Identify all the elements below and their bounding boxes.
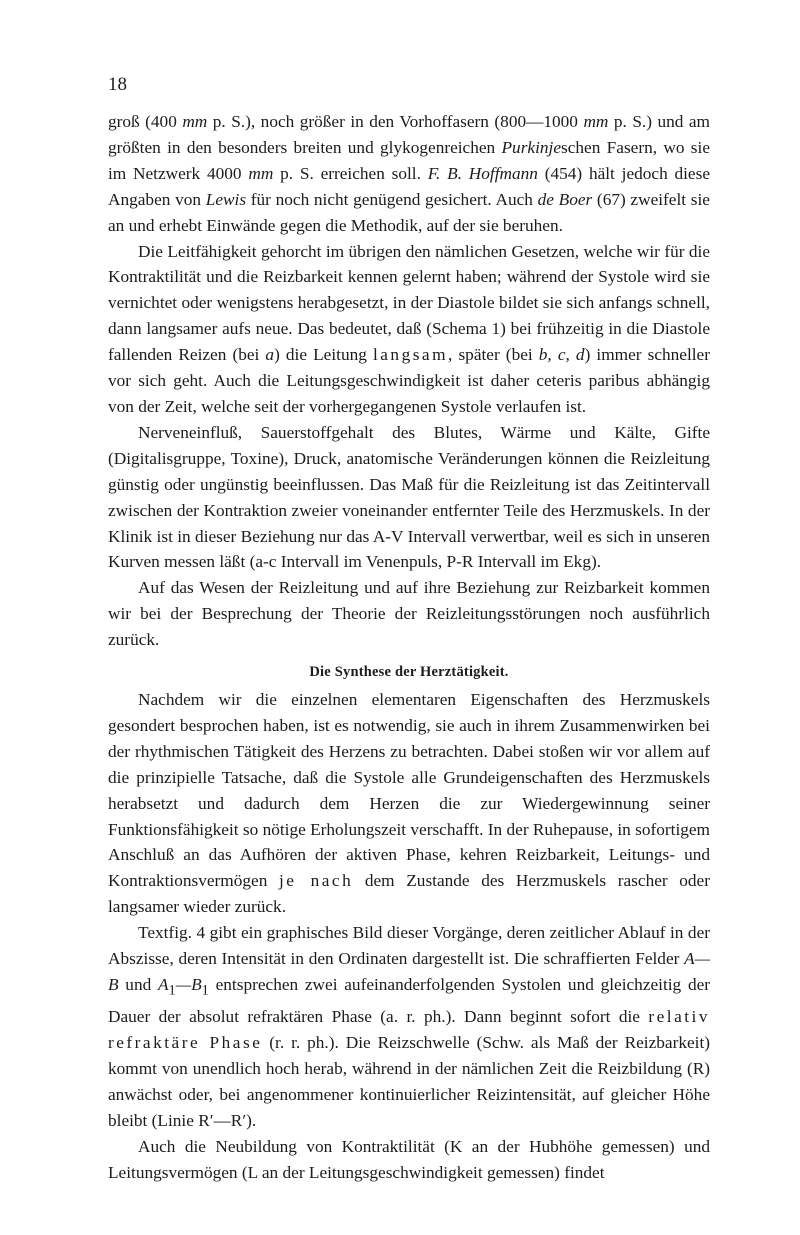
variable: A — [157, 975, 169, 994]
author-name: Purkinje — [501, 137, 562, 157]
page-number: 18 — [108, 74, 127, 95]
emphasis: langsam — [372, 345, 449, 365]
body-text — [108, 109, 710, 1186]
text-run: groß (400 — [108, 112, 183, 131]
author-name: Lewis — [205, 189, 247, 209]
variable: a — [265, 345, 275, 365]
unit: mm — [248, 163, 274, 183]
paragraph-4: Auf das Wesen der Reizleitung und auf ihre Beziehung zur Reizbarkeit kommen wir bei der Besprechung der Theorie der Reizleitungsstörungen noch ausführlich zurück. — [108, 578, 710, 650]
subscript: 1 — [201, 982, 209, 999]
text-run: Die Leitfähigkeit gehorcht im übrigen den nämlichen Gesetzen, welche wir für die Kontraktilität und die Reizbarkeit kennen gelernt haben; während der Systole wird sie vernichtet oder wenigstens herabgesetzt, in der Diastole bildet sie sich anfangs schnell, dann langsamer aufs neue. Das bedeutet, daß (Schema 1) bei frühzeitig in die Diastole fallenden Reizen (bei — [108, 241, 710, 365]
text-run: (r. r. ph.). Die Reizschwelle (Schw. als Maß der Reizbarkeit) kommt von unendlich hoch herab, während in der nämlichen Zeit die Reizbildung (R) anwächst oder, bei angenommener kontinuierlicher Reizintensität, auf gleicher Höhe bleibt (Linie R′—R′). — [108, 1033, 711, 1130]
paragraph-1 — [108, 109, 710, 239]
text-run: dem Zustande des Herzmuskels rascher oder langsamer wieder zurück. — [108, 871, 710, 917]
text-run: ) immer schneller vor sich geht. Auch die Leitungsgeschwindigkeit ist daher ceteris paribus abhängig von der Zeit, welche seit der vorhergegangenen Systole verlaufen ist. — [108, 345, 710, 416]
paragraph-3: Nerveneinfluß, Sauerstoffgehalt des Blutes, Wärme und Kälte, Gifte (Digitalisgruppe, Toxine), Druck, anatomische Veränderungen können die Reizleitung günstig oder ungünstig beeinflussen. Das Maß für die Reizleitung ist das Zeitintervall zwischen der Kontraktion zweier voneinander entfernter Teile des Herzmuskels. In der Klinik ist in dieser Beziehung nur das A-V Intervall verwertbar, weil es sich in unseren Kurven messen läßt (a-c Intervall im Venenpuls, P-R Intervall im Ekg). — [108, 422, 710, 572]
text-run: p. S.), noch größer in den Vorhoffasern (800—1000 — [207, 112, 584, 131]
paragraph-5 — [108, 687, 710, 920]
unit: mm — [583, 112, 609, 131]
paragraph-7: Auch die Neubildung von Kontraktilität (K an der Hubhöhe gemessen) und Leitungsvermögen (L an der Leitungsgeschwindigkeit gemessen) findet — [108, 1136, 710, 1182]
text-run: Textfig. 4 gibt ein graphisches Bild dieser Vorgänge, deren zeitlicher Ablauf in der Abszisse, deren Intensität in den Ordinaten dargestellt ist. Die schraffierten Felder — [108, 923, 710, 969]
author-name: de Boer — [537, 189, 593, 209]
variable: —B — [175, 975, 202, 994]
text-run: (454) hält jedoch diese Angaben von — [108, 163, 711, 209]
variable: A—B — [108, 949, 710, 994]
paragraph-6 — [108, 920, 710, 1134]
text-run: (67) zweifelt sie an und erhebt Einwände gegen die Methodik, auf der sie beruhen. — [108, 189, 710, 235]
unit: mm — [182, 112, 208, 131]
text-run: p. S. erreichen soll. — [273, 163, 428, 183]
text-run: ) die Leitung — [274, 345, 373, 365]
emphasis: je nach — [278, 871, 354, 891]
text-run: schen Fasern, wo sie im Netzwerk 4000 — [108, 137, 710, 183]
section-heading: Die Synthese der Herztätigkeit. — [309, 664, 509, 681]
emphasis: relativ refraktäre Phase — [108, 1007, 710, 1053]
variable: b, c, d — [538, 345, 585, 365]
paragraph-2 — [108, 239, 710, 420]
subscript: 1 — [168, 982, 176, 999]
text-run: entsprechen zwei aufeinanderfolgenden Systolen und gleichzeitig der Dauer der absolut refraktären Phase (a. r. ph.). Dann beginnt sofort die — [108, 975, 711, 1027]
author-name: F. B. Hoffmann — [427, 163, 538, 183]
text-run: und — [118, 975, 158, 994]
text-run: p. S.) und am größten in den besonders breiten und glykogenreichen — [108, 112, 710, 157]
text-run: , später (bei — [448, 345, 539, 365]
text-run: Nachdem wir die einzelnen elementaren Eigenschaften des Herzmuskels gesondert besprochen haben, ist es notwendig, sie auch in ihrem Zusammenwirken bei der rhythmischen Tätigkeit des Herzens zu betrachten. Dabei stoßen wir vor allem auf die prinzipielle Tatsache, daß die Systole alle Grundeigenschaften des Herzmuskels herabsetzt und dadurch dem Herzen die zur Wiedergewinnung seiner Funktionsfähigkeit so nötige Erholungszeit verschafft. In der Ruhepause, in sofortigem Anschluß an das Aufhören der aktiven Phase, kehren Reizbarkeit, Leitungs- und Kontraktionsvermögen — [108, 690, 710, 891]
text-run: für noch nicht genügend gesichert. Auch — [246, 189, 538, 209]
